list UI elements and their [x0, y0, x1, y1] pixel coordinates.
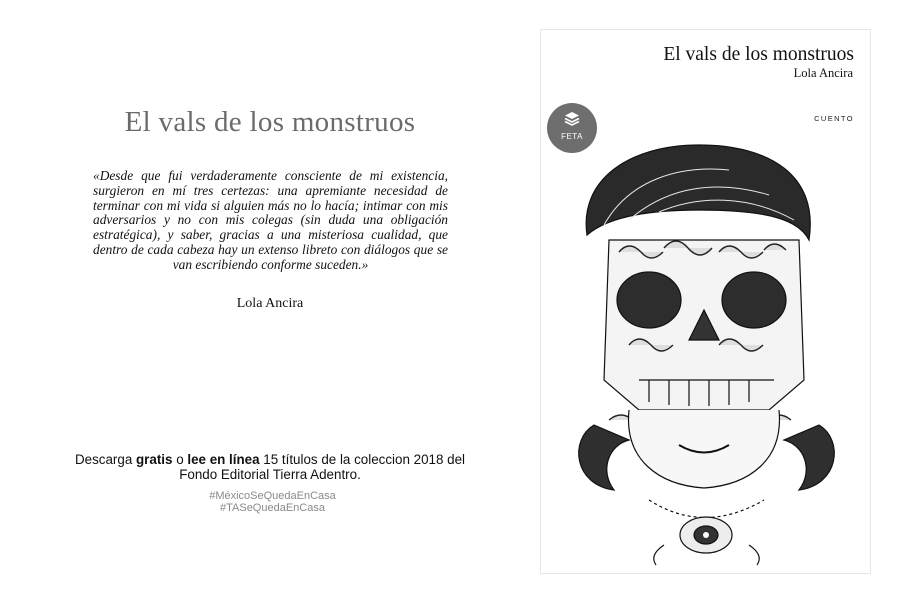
book-title: El vals de los monstruos — [124, 106, 416, 138]
cover-author: Lola Ancira — [793, 66, 853, 80]
hashtag: #TASeQuedaEnCasa — [220, 502, 325, 514]
promo-text-2: o — [172, 452, 188, 467]
book-cover — [540, 29, 871, 574]
badge-label: FETA — [561, 132, 583, 141]
genre-label: CUENTO — [814, 114, 854, 123]
promo-free: gratis — [136, 452, 173, 467]
hashtags — [100, 490, 445, 514]
stacked-books-icon — [564, 111, 580, 127]
download-promo — [55, 452, 485, 482]
cover-title: El vals de los monstruos — [663, 44, 854, 65]
skull-face-illustration — [569, 140, 844, 570]
book-quote: «Desde que fui verdaderamente consciente de mi existencia, surgieron en mí tres certezas: una apremiante necesidad de terminar con mi vida si alguien más no lo hacía; intimar con mis adversarios y no con mis colegas (sin duda una obligación estratégica), y saber, gracias a una misteriosa cualidad, que dentro de cada cabeza hay un extenso libreto con diálogos que se van escribiendo conforme suceden.» — [93, 168, 448, 272]
promo-text-3: 15 títulos de la coleccion 2018 del Fondo Editorial Tierra Adentro. — [179, 452, 466, 482]
hashtag: #MéxicoSeQuedaEnCasa — [209, 490, 336, 502]
quote-author: Lola Ancira — [236, 296, 304, 311]
promo-text-1: Descarga — [74, 452, 136, 467]
promo-read-online: lee en línea — [187, 452, 260, 467]
